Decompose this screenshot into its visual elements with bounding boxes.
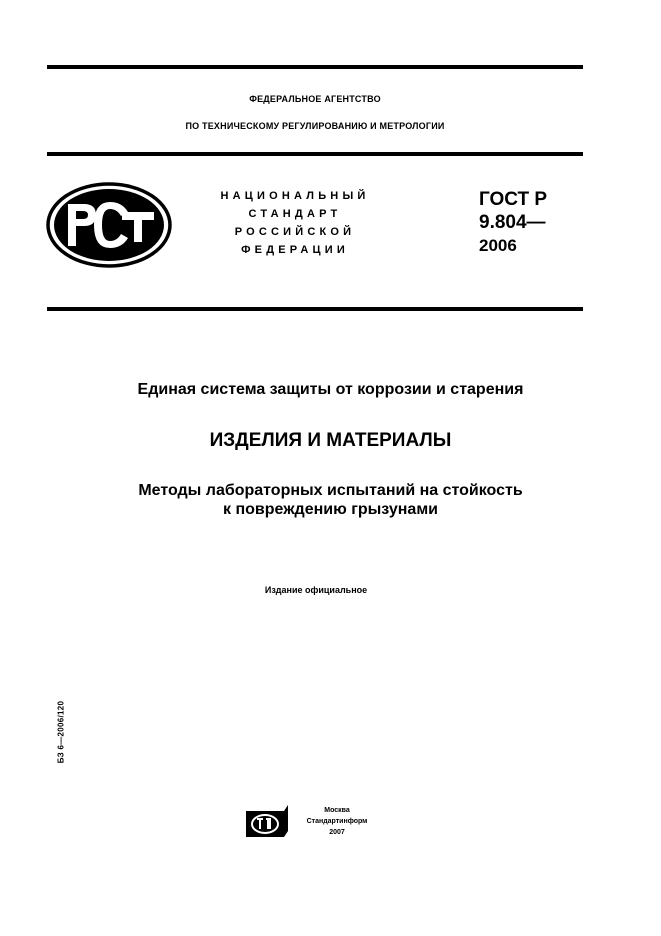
agency-subtitle: ПО ТЕХНИЧЕСКОМУ РЕГУЛИРОВАНИЮ И МЕТРОЛОГИИ	[185, 121, 445, 131]
edition-label: Издание официальное	[264, 585, 368, 595]
national-standard-line: СТАНДАРТ	[248, 208, 342, 220]
national-standard-line: РОССИЙСКОЙ	[234, 226, 356, 238]
publisher-city: Москва	[324, 807, 350, 814]
subtitle-line: Методы лабораторных испытаний на стойкость	[138, 482, 523, 499]
designation-prefix: ГОСТ Р	[479, 189, 548, 210]
document-subtitle	[0, 481, 661, 519]
series-title: Единая система защиты от коррозии и старения	[137, 381, 524, 398]
agency-name: ФЕДЕРАЛЬНОЕ АГЕНТСТВО	[249, 94, 381, 104]
publisher-name: Стандартинформ	[306, 818, 368, 825]
top-rule	[47, 65, 583, 69]
national-standard-line: НАЦИОНАЛЬНЫЙ	[220, 190, 370, 202]
publisher-info	[292, 805, 382, 838]
side-code: БЗ 6—2006/120	[56, 700, 66, 764]
subtitle-line: к повреждению грызунами	[223, 501, 438, 518]
header-rule	[47, 152, 583, 156]
national-standard-line: ФЕДЕРАЦИИ	[241, 244, 349, 256]
document-title: ИЗДЕЛИЯ И МАТЕРИАЛЫ	[209, 430, 452, 451]
national-standard-label	[190, 187, 400, 259]
designation-number: 9.804—	[479, 212, 546, 233]
publisher-year: 2007	[329, 829, 345, 836]
standard-designation	[479, 188, 547, 257]
designation-year: 2006	[479, 236, 517, 255]
standartinform-logo-icon	[246, 805, 288, 837]
section-rule	[47, 307, 583, 311]
gost-r-emblem-icon	[46, 182, 172, 268]
